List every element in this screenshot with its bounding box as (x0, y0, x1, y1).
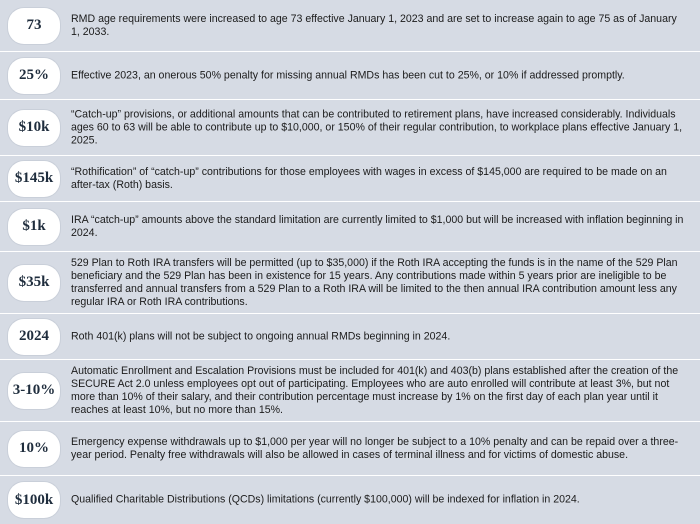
list-item-ira-catch-up (0, 202, 700, 252)
list-item-emergency-withdrawals (0, 422, 700, 476)
item-description: “Rothification” of “catch-up” contributions for those employees with wages in excess of $145,000 are required to be made on an after-tax (Roth) basis. (71, 165, 667, 191)
item-description: Automatic Enrollment and Escalation Provisions must be included for 401(k) and 403(b) plans established after the creation of the SECURE Act 2.0 unless employees opt out of participating. Employees who are auto enrolled will contribute at least 3%, but not more than 10% of their salary, and their contribution percentage must increase by 1% on the first day of each plan year until it reaches at least 10%, but no more than 15%. (71, 364, 679, 416)
list-item-rothification (0, 156, 700, 202)
item-description: Roth 401(k) plans will not be subject to ongoing annual RMDs beginning in 2024. (71, 330, 451, 342)
stat-badge: 25% (8, 58, 60, 94)
list-item-qcd (0, 476, 700, 524)
stat-badge: 73 (8, 8, 60, 44)
item-description: Emergency expense withdrawals up to $1,000 per year will no longer be subject to a 10% penalty and can be repaid over a three-year period. Penalty free withdrawals will also be allowed in cases of terminal illness and for victims of domestic abuse. (71, 435, 679, 461)
item-description: Effective 2023, an onerous 50% penalty for missing annual RMDs has been cut to 25%, or 10% if addressed promptly. (71, 69, 625, 81)
item-description: IRA “catch-up” amounts above the standard limitation are currently limited to $1,000 but will be increased with inflation beginning in 2024. (71, 213, 684, 239)
item-description: “Catch-up” provisions, or additional amounts that can be contributed to retirement plans, have increased considerably. Individuals ages 60 to 63 will be able to contribute up to $10,000, or 150% of their regular contribution, to workplace plans effective January 1, 2025. (71, 108, 683, 146)
stat-badge: 10% (8, 431, 60, 467)
list-item-catch-up (0, 100, 700, 156)
stat-badge: $145k (8, 161, 60, 197)
stat-badge: 2024 (8, 319, 60, 355)
item-description: Qualified Charitable Distributions (QCDs) limitations (currently $100,000) will be indexed for inflation in 2024. (71, 493, 580, 506)
item-description: RMD age requirements were increased to age 73 effective January 1, 2023 and are set to increase again to age 75 as of January 1, 2033. (71, 12, 677, 38)
stat-badge: $1k (8, 209, 60, 245)
list-item-roth-401k (0, 314, 700, 360)
stat-badge: 3-10% (8, 373, 60, 409)
list-item-rmd-penalty (0, 52, 700, 100)
stat-badge: $100k (8, 482, 60, 518)
item-description: 529 Plan to Roth IRA transfers will be permitted (up to $35,000) if the Roth IRA accepting the funds is in the name of the 529 Plan beneficiary and the 529 Plan has been in existence for 15 years. Any contributions made within 5 years prior are ineligible to be transferred and annual transfers from a 529 Plan to a Roth IRA will be limited to the then annual IRA contribution amount less any regular IRA or Roth IRA contributions. (71, 256, 678, 308)
list-item-rmd-age (0, 0, 700, 52)
list-item-auto-enrollment (0, 360, 700, 422)
stat-badge: $35k (8, 265, 60, 301)
list-item-529-transfer (0, 252, 700, 314)
stat-badge: $10k (8, 110, 60, 146)
